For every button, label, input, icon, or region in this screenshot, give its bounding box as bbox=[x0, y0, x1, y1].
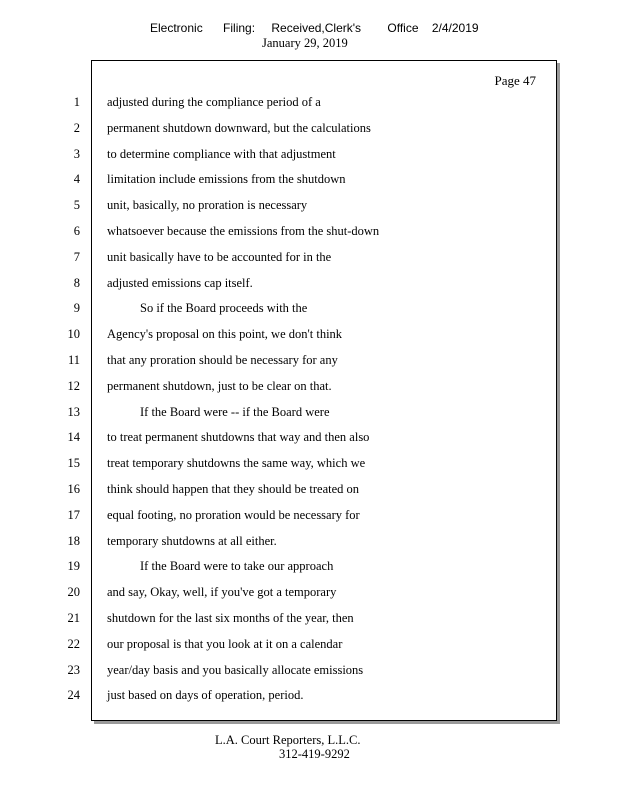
line-number: 7 bbox=[73, 250, 80, 264]
transcript-line: unit basically have to be accounted for in the bbox=[107, 250, 332, 264]
line-number: 23 bbox=[67, 663, 80, 677]
reporter-phone: 312-419-9292 bbox=[279, 747, 350, 761]
transcript-line: equal footing, no proration would be necessary for bbox=[107, 508, 360, 522]
transcript-line: and say, Okay, well, if you've got a temporary bbox=[107, 585, 337, 599]
transcript-line: our proposal is that you look at it on a calendar bbox=[107, 637, 343, 651]
line-number: 5 bbox=[73, 198, 80, 212]
line-number: 9 bbox=[73, 301, 80, 315]
line-number: 6 bbox=[73, 224, 80, 238]
line-number: 10 bbox=[67, 327, 80, 341]
transcript-line: If the Board were -- if the Board were bbox=[140, 405, 330, 419]
line-number: 13 bbox=[67, 405, 80, 419]
transcript-line: that any proration should be necessary for any bbox=[107, 353, 338, 367]
line-number: 1 bbox=[73, 95, 80, 109]
transcript-line: treat temporary shutdowns the same way, which we bbox=[107, 456, 366, 470]
transcript-line: temporary shutdowns at all either. bbox=[107, 534, 277, 548]
transcript-line: to treat permanent shutdowns that way and then also bbox=[107, 430, 370, 444]
line-number: 19 bbox=[67, 559, 80, 573]
line-number: 14 bbox=[67, 430, 80, 444]
transcript-line: permanent shutdown, just to be clear on that. bbox=[107, 379, 332, 393]
line-number: 2 bbox=[73, 121, 80, 135]
stamp-word: Filing: bbox=[223, 21, 256, 35]
line-number: 22 bbox=[67, 637, 80, 651]
transcript-line: shutdown for the last six months of the year, then bbox=[107, 611, 354, 625]
stamp-word: Office bbox=[387, 21, 419, 35]
line-number: 8 bbox=[73, 276, 80, 290]
line-number: 17 bbox=[67, 508, 80, 522]
line-number: 12 bbox=[67, 379, 80, 393]
line-number: 16 bbox=[67, 482, 80, 496]
transcript-line: permanent shutdown downward, but the calculations bbox=[107, 121, 371, 135]
transcript-line: If the Board were to take our approach bbox=[140, 559, 334, 573]
transcript-line: think should happen that they should be treated on bbox=[107, 482, 360, 496]
transcript-line: whatsoever because the emissions from the shut-down bbox=[107, 224, 380, 238]
transcript-line: unit, basically, no proration is necessary bbox=[107, 198, 308, 212]
line-number: 20 bbox=[67, 585, 80, 599]
line-number: 18 bbox=[67, 534, 80, 548]
stamp-word: 2/4/2019 bbox=[431, 21, 479, 35]
transcript-line: Agency's proposal on this point, we don't think bbox=[107, 327, 343, 341]
transcript-line: to determine compliance with that adjustment bbox=[107, 147, 336, 161]
line-number: 24 bbox=[67, 688, 80, 702]
transcript-line: year/day basis and you basically allocate emissions bbox=[107, 663, 364, 677]
line-number: 11 bbox=[67, 353, 80, 367]
line-number: 21 bbox=[67, 611, 80, 625]
stamp-word: Electronic bbox=[150, 21, 203, 35]
transcript-date: January 29, 2019 bbox=[262, 36, 348, 50]
transcript-line: So if the Board proceeds with the bbox=[140, 301, 308, 315]
stamp-word: Received,Clerk's bbox=[271, 21, 362, 35]
transcript-line: limitation include emissions from the shutdown bbox=[107, 172, 346, 186]
line-number: 4 bbox=[73, 172, 80, 186]
transcript-line: adjusted during the compliance period of a bbox=[107, 95, 321, 109]
transcript-line: just based on days of operation, period. bbox=[107, 688, 304, 702]
filing-stamp bbox=[150, 21, 479, 35]
transcript-line: adjusted emissions cap itself. bbox=[107, 276, 253, 290]
line-number: 15 bbox=[67, 456, 80, 470]
page-number: Page 47 bbox=[494, 73, 536, 88]
reporter-company: L.A. Court Reporters, L.L.C. bbox=[215, 733, 361, 747]
line-number: 3 bbox=[73, 147, 80, 161]
